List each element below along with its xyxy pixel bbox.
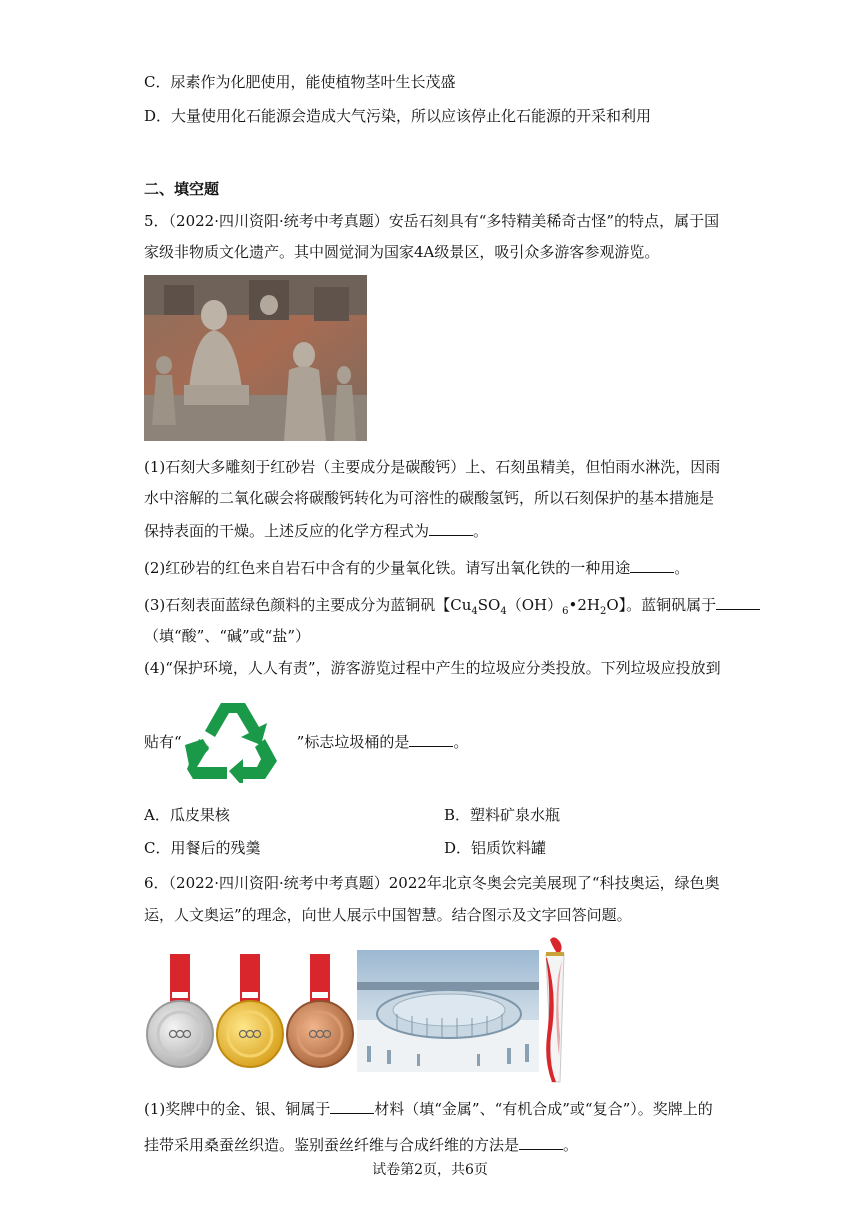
q5-part4-line1: (4)“保护环境，人人有责”，游客游览过程中产生的垃圾应分类投放。下列垃圾应投放到	[144, 659, 721, 677]
olympic-medals-image	[144, 952, 354, 1074]
subscript: 4	[471, 606, 478, 617]
answer-blank[interactable]	[330, 1098, 374, 1114]
q5-part3-text-b: SO	[477, 596, 501, 614]
q5-part1-line2: 水中溶解的二氧化碳会将碳酸钙转化为可溶性的碳酸氢钙，所以石刻保护的基本措施是	[144, 489, 715, 507]
subscript: 4	[500, 606, 507, 617]
q5-part1-line1: (1)石刻大多雕刻于红砂岩（主要成分是碳酸钙）上、石刻虽精美，但怕雨水淋洗，因雨	[144, 458, 721, 476]
q6-part1-text-c: 挂带采用桑蚕丝织造。鉴别蚕丝纤维与合成纤维的方法是	[144, 1136, 520, 1154]
q5-part3-line2: （填“酸”、“碱”或“盐”）	[144, 627, 311, 645]
subscript: 2	[599, 606, 607, 617]
q5-part2	[144, 557, 689, 578]
subscript: 6	[562, 606, 569, 617]
q5-part4-pre: 贴有“	[144, 733, 182, 751]
answer-blank[interactable]	[716, 594, 760, 610]
stadium-image	[357, 950, 539, 1072]
answer-blank[interactable]	[630, 557, 674, 573]
q6-line2: 运，人文奥运”的理念，向世人展示中国智慧。结合图示及文字回答问题。	[144, 906, 632, 924]
q5-part1-end: 。	[473, 522, 489, 540]
q5-part3-line1	[144, 594, 760, 622]
q5-part2-end: 。	[674, 559, 690, 577]
stone-carving-photo	[144, 275, 367, 441]
q5-part2-text: (2)红砂岩的红色来自岩石中含有的少量氧化铁。请写出氧化铁的一种用途	[144, 559, 631, 577]
q5-part3-text-e: O】。蓝铜矾属于	[606, 596, 717, 614]
answer-blank[interactable]	[519, 1134, 563, 1150]
q5-line2: 家级非物质文化遗产。其中圆觉洞为国家4A级景区，吸引众多游客参观游览。	[144, 243, 660, 261]
option-a[interactable]: A．瓜皮果核	[144, 806, 230, 824]
option-c-prev: C．尿素作为化肥使用，能使植物茎叶生长茂盛	[144, 73, 456, 91]
option-d-prev: D．大量使用化石能源会造成大气污染，所以应该停止化石能源的开采和利用	[144, 107, 652, 125]
q5-part3-text-c: （OH）	[506, 596, 563, 614]
page-footer: 试卷第2页，共6页	[372, 1162, 488, 1178]
q6-part1-line1	[144, 1098, 713, 1119]
option-c[interactable]: C．用餐后的残羹	[144, 839, 261, 857]
section-title: 二、填空题	[144, 180, 220, 198]
q6-part1-end: 。	[563, 1136, 579, 1154]
answer-blank[interactable]	[409, 731, 453, 747]
option-d[interactable]: D．铝质饮料罐	[444, 839, 547, 857]
q6-part1-line2	[144, 1134, 578, 1155]
q6-line1: 6．（2022·四川资阳·统考中考真题）2022年北京冬奥会完美展现了“科技奥运，绿色奥	[144, 874, 720, 892]
q6-part1-text-a: (1)奖牌中的金、银、铜属于	[144, 1100, 331, 1118]
q5-part1-text: 保持表面的干燥。上述反应的化学方程式为	[144, 522, 430, 540]
q5-line1: 5．（2022·四川资阳·统考中考真题）安岳石刻具有“多特精美稀奇古怪”的特点，属于国	[144, 212, 720, 230]
olympic-torch-image	[538, 936, 570, 1086]
q5-part3-text-d: •2H	[568, 596, 600, 614]
q5-part4-post: ”标志垃圾桶的是	[296, 733, 410, 751]
option-b[interactable]: B．塑料矿泉水瓶	[444, 806, 561, 824]
q5-part4-end: 。	[453, 733, 469, 751]
q6-part1-text-b: 材料（填“金属”、“有机合成”或“复合”）。奖牌上的	[374, 1100, 713, 1118]
q5-part1-line3	[144, 520, 488, 541]
answer-blank[interactable]	[429, 520, 473, 536]
q5-part3-text-a: (3)石刻表面蓝绿色颜料的主要成分为蓝铜矾【Cu	[144, 596, 472, 614]
recycle-icon	[185, 695, 281, 783]
